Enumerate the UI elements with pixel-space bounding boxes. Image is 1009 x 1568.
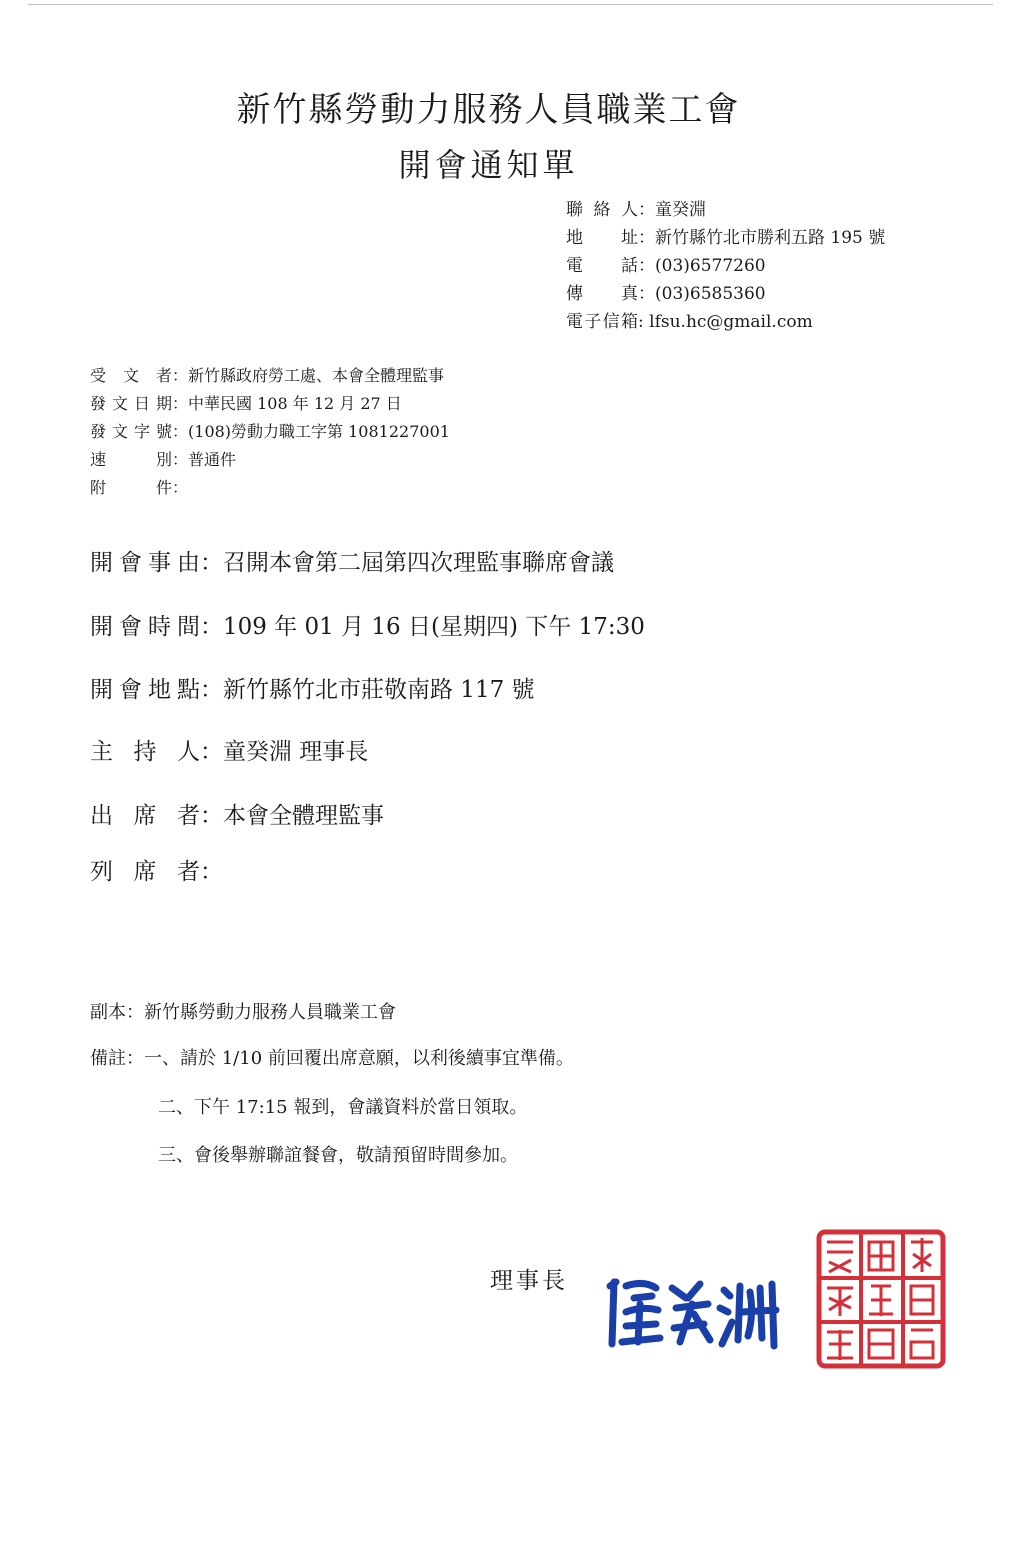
meeting-time-row: 開會時間：109 年 01 月 16 日(星期四) 下午 17:30 (90, 608, 645, 641)
contact-email-label: 電子信箱 (566, 312, 638, 332)
contact-email-value: lfsu.hc@gmail.com (649, 312, 813, 332)
note-item-3: 三、會後舉辦聯誼餐會，敬請預留時間參加。 (158, 1145, 518, 1166)
meta-attachment-row: 附件： (90, 474, 450, 502)
meta-date-value: 中華民國 108 年 12 月 27 日 (188, 394, 402, 413)
meeting-observers-row: 列席者： (90, 853, 223, 886)
handwritten-signature (604, 1274, 784, 1354)
contact-block (566, 196, 885, 336)
meeting-attendees-value: 本會全體理監事 (223, 803, 384, 829)
meeting-observers-label: 列席者 (90, 859, 200, 885)
meta-recipient-row: 受文者：新竹縣政府勞工處、本會全體理監事 (90, 362, 450, 390)
meeting-host-value: 童癸淵 理事長 (223, 739, 369, 765)
meeting-time-value: 109 年 01 月 16 日(星期四) 下午 17:30 (223, 614, 645, 640)
meta-recipient-label: 受文者 (90, 366, 172, 385)
note-item-2: 二、下午 17:15 報到，會議資料於當日領取。 (158, 1097, 528, 1118)
contact-fax-label: 傳真 (566, 284, 638, 304)
note-row-2 (158, 1093, 527, 1119)
meta-attachment-label: 附件 (90, 478, 172, 497)
copy-value: 新竹縣勞動力服務人員職業工會 (144, 1002, 396, 1023)
doc-title: 開會通知單 (398, 146, 579, 184)
meeting-place-label: 開會地點 (90, 677, 200, 703)
contact-person-row: 聯絡人：童癸淵 (566, 196, 885, 224)
meeting-host-label: 主持人 (90, 739, 200, 765)
document-meta (90, 362, 450, 502)
meta-recipient-value: 新竹縣政府勞工處、本會全體理監事 (188, 366, 445, 385)
note-row-3 (158, 1141, 518, 1167)
meeting-place-value: 新竹縣竹北市莊敬南路 117 號 (223, 677, 535, 703)
org-title: 新竹縣勞動力服務人員職業工會 (236, 90, 741, 130)
meeting-reason-row: 開會事由：召開本會第二屆第四次理監事聯席會議 (90, 544, 614, 577)
copy-row: 副本：新竹縣勞動力服務人員職業工會 (90, 1002, 396, 1023)
meeting-attendees-label: 出席者 (90, 803, 200, 829)
meeting-reason-label: 開會事由 (90, 550, 200, 576)
scan-edge-line (28, 4, 993, 5)
meta-docno-value: (108)勞動力職工字第 1081227001 (188, 422, 450, 441)
official-seal (815, 1228, 947, 1370)
meeting-time-label: 開會時間 (90, 614, 200, 640)
contact-address-value: 新竹縣竹北市勝利五路 195 號 (655, 228, 886, 248)
contact-address-label: 地址 (566, 228, 638, 248)
contact-email-row: 電子信箱: lfsu.hc@gmail.com (566, 308, 885, 336)
meeting-reason-value: 召開本會第二屆第四次理監事聯席會議 (223, 550, 614, 576)
contact-fax-value: (03)6585360 (655, 284, 766, 304)
meeting-place-row: 開會地點：新竹縣竹北市莊敬南路 117 號 (90, 671, 535, 704)
contact-phone-row: 電話：(03)6577260 (566, 252, 885, 280)
meeting-host-row: 主持人：童癸淵 理事長 (90, 733, 368, 766)
meta-speed-value: 普通件 (188, 450, 237, 469)
meta-docno-label: 發文字號 (90, 422, 172, 441)
meta-date-label: 發文日期 (90, 394, 172, 413)
meta-speed-label: 速別 (90, 450, 172, 469)
contact-fax-row: 傳真：(03)6585360 (566, 280, 885, 308)
contact-address-row: 地址：新竹縣竹北市勝利五路 195 號 (566, 224, 885, 252)
meta-date-row: 發文日期：中華民國 108 年 12 月 27 日 (90, 390, 450, 418)
contact-person-value: 童癸淵 (655, 200, 706, 220)
notes-label: 備註 (90, 1048, 126, 1069)
meta-speed-row: 速別：普通件 (90, 446, 450, 474)
chairman-title: 理事長 (490, 1268, 568, 1294)
note-item-1: 一、請於 1/10 前回覆出席意願，以利後續事宜準備。 (144, 1048, 574, 1069)
copy-label: 副本 (90, 1002, 126, 1023)
meta-docno-row: 發文字號：(108)勞動力職工字第 1081227001 (90, 418, 450, 446)
note-row-1: 備註：一、請於 1/10 前回覆出席意願，以利後續事宜準備。 (90, 1048, 574, 1069)
contact-phone-label: 電話 (566, 256, 638, 276)
contact-person-label: 聯絡人 (566, 200, 638, 220)
meeting-attendees-row: 出席者：本會全體理監事 (90, 797, 384, 830)
contact-phone-value: (03)6577260 (655, 256, 766, 276)
